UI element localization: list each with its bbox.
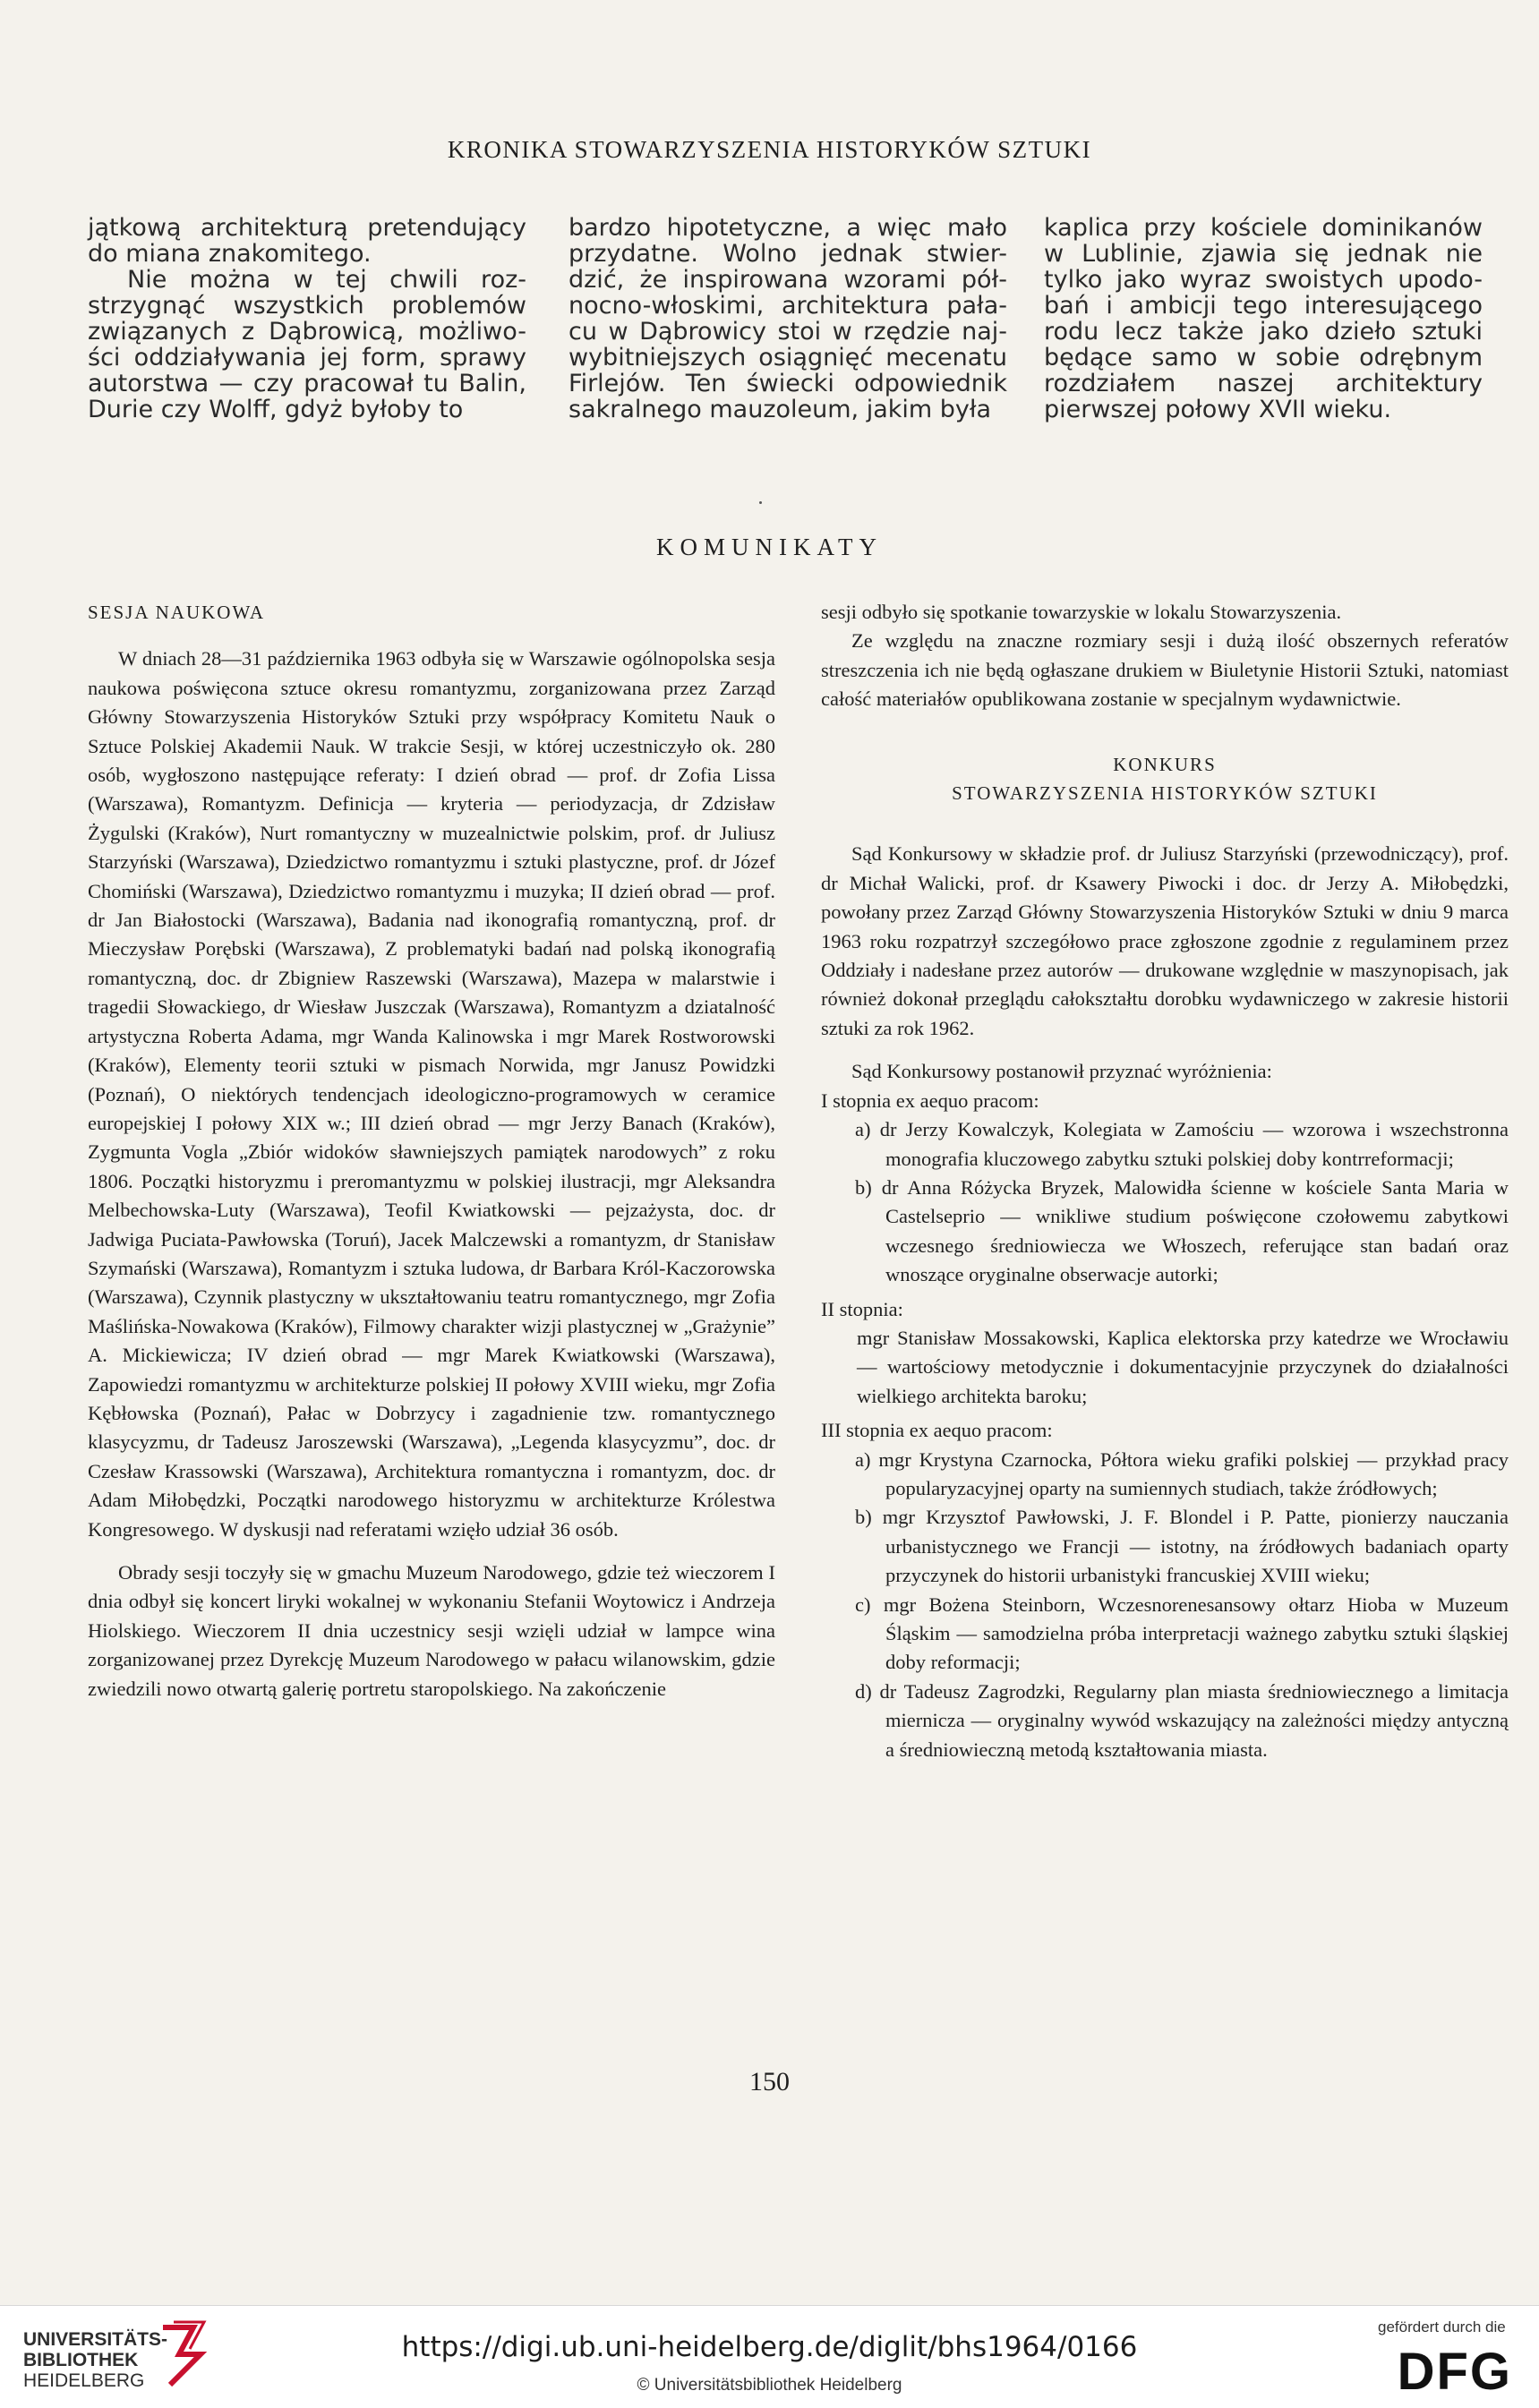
award-level-1: I stopnia ex aequo pracom: [821, 1089, 1039, 1112]
footer-bar [0, 2305, 1539, 2408]
permalink-url[interactable]: https://digi.ub.uni-heidelberg.de/diglit/bhs1964/0166 [401, 2331, 1138, 2363]
article-continuation [88, 215, 1502, 430]
award-item: c) mgr Bożena Steinborn, Wczesnorenesansowy ołtarz Hioba w Muzeum Śląskim — samodzielna próba interpretacji ważnego zabytku sztuki śląskiej doby reformacji; [855, 1593, 1509, 1674]
right-column [821, 598, 1509, 1764]
section-title: KOMUNIKATY [656, 534, 883, 560]
session-paragraph-1: W dniach 28—31 października 1963 odbyła się w Warszawie ogólnopolska sesja naukowa poświęcona sztuce okresu romantyzmu, zorganizowana przez Zarząd Główny Stowarzyszenia Historyków Sztuki przy współpracy Komitetu Nauk o Sztuce Polskiej Akademii Nauk. W trakcie Sesji, w której uczestniczyło ok. 280 osób, wygłoszono następujące referaty: I dzień obrad — prof. dr Zofia Lissa (Warszawa), Romantyzm. Definicja — kryteria — periodyzacja, dr Zdzisław Żygulski (Kraków), Nurt romantyczny w muzealnictwie polskim, prof. dr Juliusz Starzyński (Warszawa), Dziedzictwo romantyzmu i sztuki plastyczne, prof. dr Józef Chomiński (Warszawa), Dziedzictwo romantyzmu i muzyka; II dzień obrad — prof. dr Jan Białostocki (Warszawa), Badania nad ikonografią romantyczną, prof. dr Mieczysław Porębski (Warszawa), Z problematyki badań nad polską ikonografią romantyczną, doc. dr Zbigniew Raszewski (Warszawa), Mazepa w malarstwie i tragedii Słowackiego, dr Wiesław Juszczak (Warszawa), Romantyzm a dziatalność artystyczna Roberta Adama, mgr Wanda Kalinowska i mgr Marek Rostworowski (Kraków), Elementy teorii sztuki w pismach Norwida, mgr Janusz Powidzki (Poznań), O niektórych tendencjach ideologiczno-programowych w ceramice europejskiej I połowy XIX w.; III dzień obrad — mgr Jerzy Banach (Kraków), Zygmunta Vogla „Zbiór widoków sławniejszych pamiątek narodowych” z roku 1806. Początki historyzmu i preromantyzmu w polskiej ilustracji, mgr Aleksandra Melbechowska-Luty (Warszawa), Teofil Kwiatkowski — pejzażysta, doc. dr Jadwiga Puciata-Pawłowska (Toruń), Jacek Malczewski a romantyzm, dr Stanisław Szymański (Warszawa), Romantyzm i sztuka ludowa, dr Barbara Król-Kaczorowska (Warszawa), Czynnik plastyczny w ukształtowaniu teatru romantycznego, mgr Zofia Maślińska-Nowakowa (Kraków), Filmowy charakter wizji plastycznej w „Grażynie” A. Mickiewicza; IV dzień obrad — mgr Marek Kwiatkowski (Warszawa), Zapowiedzi romantyzmu w architekturze polskiej II połowy XVIII wieku, mgr Zofia Kębłowska (Poznań), Pałac w Dobrzycy i zagadnienie tzw. romantycznego klasycyzmu, dr Tadeusz Jaroszewski (Warszawa), „Legenda klasycyzmu”, doc. dr Czesław Krassowski (Warszawa), Architektura romantyczna i romantyzm, doc. dr Adam Miłobędzki, Początki narodowego historyzmu w architekturze Królestwa Kongresowego. W dyskusji nad referatami wzięło udział 36 osób. [88, 647, 775, 1541]
session-paragraph-3: sesji odbyło się spotkanie towarzyskie w lokalu Stowarzyszenia. [821, 601, 1342, 623]
contest-subtitle: STOWARZYSZENIA HISTORYKÓW SZTUKI [952, 782, 1378, 805]
award-level-3: III stopnia ex aequo pracom: [821, 1419, 1053, 1442]
top-column-1 [88, 215, 526, 423]
award-item: d) dr Tadeusz Zagrodzki, Regularny plan miasta średniowiecznego a limitacja miernicza — oryginalny wywód wskazujący na zależności między antyczną a średniowieczną metodą kształtowania miasta. [855, 1679, 1509, 1761]
logo-line: HEIDELBERG [23, 2370, 145, 2391]
contest-title: KONKURS [1113, 753, 1217, 775]
logo-line: UNIVERSITÄTS- [23, 2329, 168, 2350]
running-header: KRONIKA STOWARZYSZENIA HISTORYKÓW SZTUKI [447, 136, 1092, 163]
separator-dot [759, 501, 762, 504]
session-paragraph-2: Obrady sesji toczyły się w gmachu Muzeum Narodowego, gdzie też wieczorem I dnia odbył się koncert liryki wokalnej w wykonaniu Stefanii Woytowicz i Andrzeja Hiolskiego. Wieczorem II dnia uczestnicy sesji wzięli udział w lampce wina zorganizowanej przez Dyrekcję Muzeum Narodowego w pałacu wilanowskim, gdzie zwiedzili nowo otwartą galerię portretu staropolskiego. Na zakończenie [88, 1561, 775, 1700]
award-item: b) dr Anna Różycka Bryzek, Malowidła ścienne w kościele Santa Maria w Castelseprio — wnikliwe studium poświęcone czołowemu zabytkowi wczesnego średniowiecza we Włoszech, referujące stan badań oraz wnoszące oryginalne obserwacje autorki; [855, 1175, 1509, 1286]
award-item: mgr Stanisław Mossakowski, Kaplica elektorska przy katedrze we Wrocławiu — wartościowy metodycznie i dokumentacyjnie przyczynek do działalności wielkiego architekta baroku; [857, 1326, 1509, 1407]
contest-paragraph-2: Sąd Konkursowy postanowił przyznać wyróżnienia: [851, 1060, 1272, 1083]
award-level-2: II stopnia: [821, 1297, 903, 1320]
left-column [88, 598, 775, 1704]
paragraph: kaplica przy kościele dominikanów w Lublinie, zjawia się jednak nie tylko jako wyraz swoistych upodo-bań i ambicji tego interesującego rodu lecz także jako dzieło sztuki będące samo w sobie odrębnym rozdziałem naszej architektury pierwszej połowy XVII wieku. [1044, 214, 1483, 423]
page-number: 150 [749, 2067, 790, 2096]
award-item: b) mgr Krzysztof Pawłowski, J. F. Blondel i P. Patte, pionierzy nauczania urbanistycznego we Francji — istotny, na źródłowych badaniach oparty przyczynek do historii urbanistyki francuskiej XVIII wieku; [855, 1506, 1509, 1587]
session-paragraph-4: Ze względu na znaczne rozmiary sesji i dużą ilość obszernych referatów streszczenia ich nie będą ogłaszane drukiem w Biuletynie Historii Sztuki, natomiast całość materiałów opublikowana zostanie w specjalnym wydawnictwie. [821, 629, 1509, 711]
dfg-logo[interactable]: DFG [1397, 2343, 1512, 2401]
copyright-notice: © Universitätsbibliothek Heidelberg [637, 2376, 902, 2395]
funder-label: gefördert durch die [1378, 2318, 1506, 2335]
paragraph: jątkową architekturą pretendujący do miana znakomitego. [88, 214, 526, 268]
award-item: a) dr Jerzy Kowalczyk, Kolegiata w Zamościu — wzorowa i wszechstronna monografia kluczowego zabytku sztuki polskiej doby kontrreformacji; [855, 1118, 1509, 1170]
session-heading: SESJA NAUKOWA [88, 602, 266, 623]
award-item: a) mgr Krystyna Czarnocka, Półtora wieku grafiki polskiej — przykład pracy popularyzacyjnej oparty na sumiennych studiach, także źródłowych; [855, 1447, 1509, 1499]
contest-paragraph-1: Sąd Konkursowy w składzie prof. dr Juliusz Starzyński (przewodniczący), prof. dr Michał Walicki, prof. dr Ksawery Piwocki i doc. dr Jerzy A. Miłobędzki, powołany przez Zarząd Główny Stowarzyszenia Historyków Sztuki w dniu 9 marca 1963 roku rozpatrzył szczegółowo prace zgłoszone zgodnie z regulaminem przez Oddziały i nadesłane przez autorów — drukowane względnie w maszynopisach, jak również dokonał przeglądu całokształtu dorobku wydawniczego w zakresie historii sztuki za rok 1962. [821, 842, 1509, 1039]
top-column-2 [569, 215, 1007, 423]
top-column-3 [1044, 215, 1483, 423]
paragraph: Nie można w tej chwili roz-strzygnąć wszystkich problemów związanych z Dąbrowicą, możliwo-ści oddziaływania jej form, sprawy autorstwa — czy pracował tu Balin, Durie czy Wolff, gdyż byłoby to [88, 266, 526, 423]
logo-line: BIBLIOTHEK [23, 2350, 139, 2370]
paragraph: bardzo hipotetyczne, a więc mało przydatne. Wolno jednak stwier-dzić, że inspirowana wzorami pół-nocno-włoskimi, architektura pała-cu w Dąbrowicy stoi w rzędzie naj-wybitniejszych osiągnięć mecenatu Firlejów. Ten świecki odpowiednik sakralnego mauzoleum, jakim była [569, 214, 1007, 423]
